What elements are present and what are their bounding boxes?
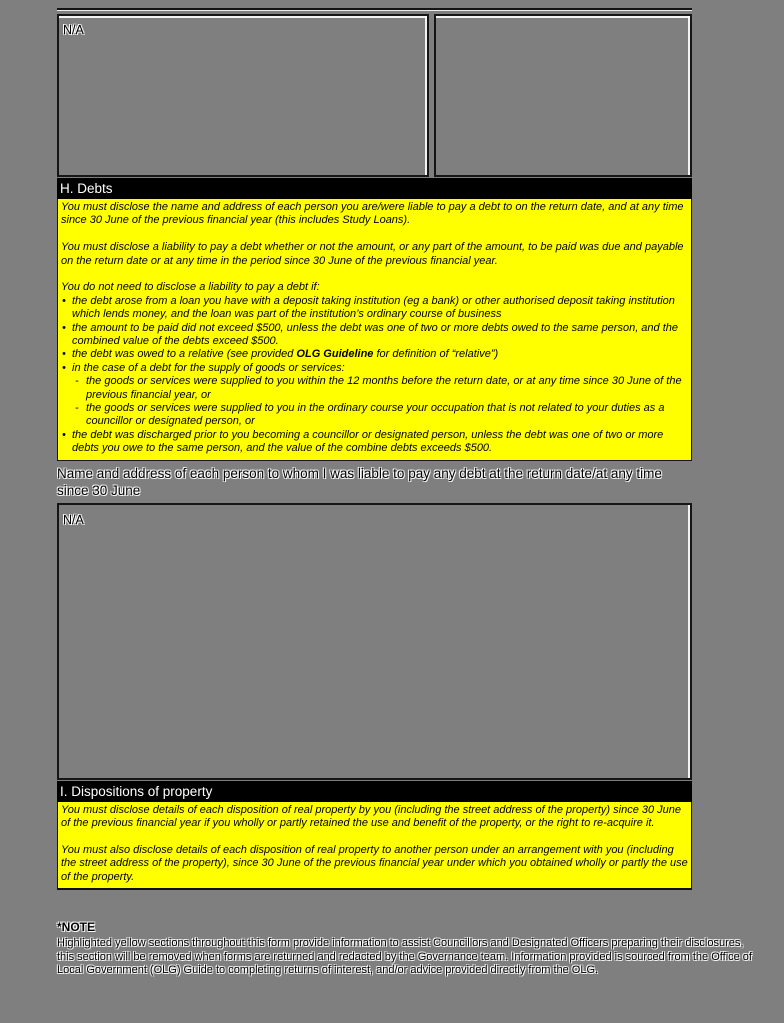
- olg-guideline-reference: OLG Guideline: [296, 348, 374, 361]
- debts-bullet-4-sub-2: - the goods or services were supplied to you in the ordinary course your occupation that is not related to your duties as a councillor or designated person, or: [61, 402, 688, 429]
- debts-bullet-3-pre: the debt was owed to a relative (see provided: [72, 348, 297, 361]
- debts-field-label: Name and address of each person to whom I was liable to pay any debt at the return date/at any time since 30 June: [57, 465, 662, 499]
- debts-bullet-4-sub-1: - the goods or services were supplied to you within the 12 months before the return date, or at any time since 30 June of the previous financial year, or: [61, 375, 688, 402]
- note-body: Highlighted yellow sections throughout this form provide information to assist Councillors and Designated Officers preparing their disclosures, this section will be removed when forms are returned and redacted by the Governance team. Information provided is sourced from the Office of Local Government (OLG) Guide to completing returns of interest, and/or advice provided directly from the OLG.: [57, 937, 752, 977]
- na-value: N/A: [63, 512, 84, 527]
- section-header-dispositions-label: I. Dispositions of property: [60, 783, 213, 799]
- debts-bullet-1: • the debt arose from a loan you have with a deposit taking institution (eg a bank) or other authorised deposit taking institution which lends money, and the loan was part of the institution’s ordinary course of business: [61, 295, 688, 322]
- dispositions-guidance-panel: [57, 802, 692, 890]
- note-title: *NOTE: [57, 920, 96, 935]
- debts-guidance-panel: [57, 199, 692, 461]
- debts-bullet-3: [61, 348, 688, 361]
- debts-guidance-bullets: [61, 295, 688, 456]
- table-top-rule: [57, 8, 692, 10]
- section-header-dispositions: [57, 781, 692, 802]
- form-page: [57, 8, 692, 890]
- debts-field-cell[interactable]: [57, 503, 692, 780]
- dispositions-guidance-p2: You must also disclose details of each disposition of real property to another person under an arrangement with you (including the street address of the property), since 30 June of the previous financial year under which you obtained wholly or partly the use of the property.: [61, 843, 688, 883]
- debts-bullet-5: • the debt was discharged prior to you becoming a councillor or designated person, unless the debt was one of two or more debts you owe to the same person, and the value of the combine debts exceeds $500.: [61, 429, 688, 456]
- debts-guidance-p1: You must disclose the name and address of each person you are/were liable to pay a debt to on the return date, and at any time since 30 June of the previous financial year (this includes Study Loans).: [61, 201, 684, 227]
- na-value: N/A: [63, 23, 84, 37]
- note-block: [57, 920, 757, 978]
- section-header-debts-label: H. Debts: [60, 181, 113, 196]
- dispositions-guidance-p1: You must disclose details of each disposition of real property by you (including the street address of the property) since 30 June of the previous financial year if you wholly or partly retained the use and benefit of the property, or the right to re-acquire it.: [61, 803, 682, 830]
- top-row-left-cell[interactable]: [57, 14, 429, 177]
- previous-section-row: [57, 14, 692, 177]
- debts-bullet-3-post: for definition of “relative”): [373, 348, 499, 361]
- top-row-right-cell[interactable]: [434, 14, 692, 177]
- debts-bullet-4: • in the case of a debt for the supply of goods or services:: [61, 362, 688, 375]
- section-header-debts: [57, 178, 692, 199]
- debts-bullet-2: • the amount to be paid did not exceed $500, unless the debt was one of two or more debts owed to the same person, and the combined value of the debts exceed $500.: [61, 322, 688, 349]
- debts-guidance-p2: You must disclose a liability to pay a debt whether or not the amount, or any part of the amount, to be paid was due and payable on the return date or at any time in the period since 30 June of the previous financial year.: [61, 241, 684, 267]
- debts-guidance-intro: You do not need to disclose a liability to pay a debt if:: [61, 281, 320, 294]
